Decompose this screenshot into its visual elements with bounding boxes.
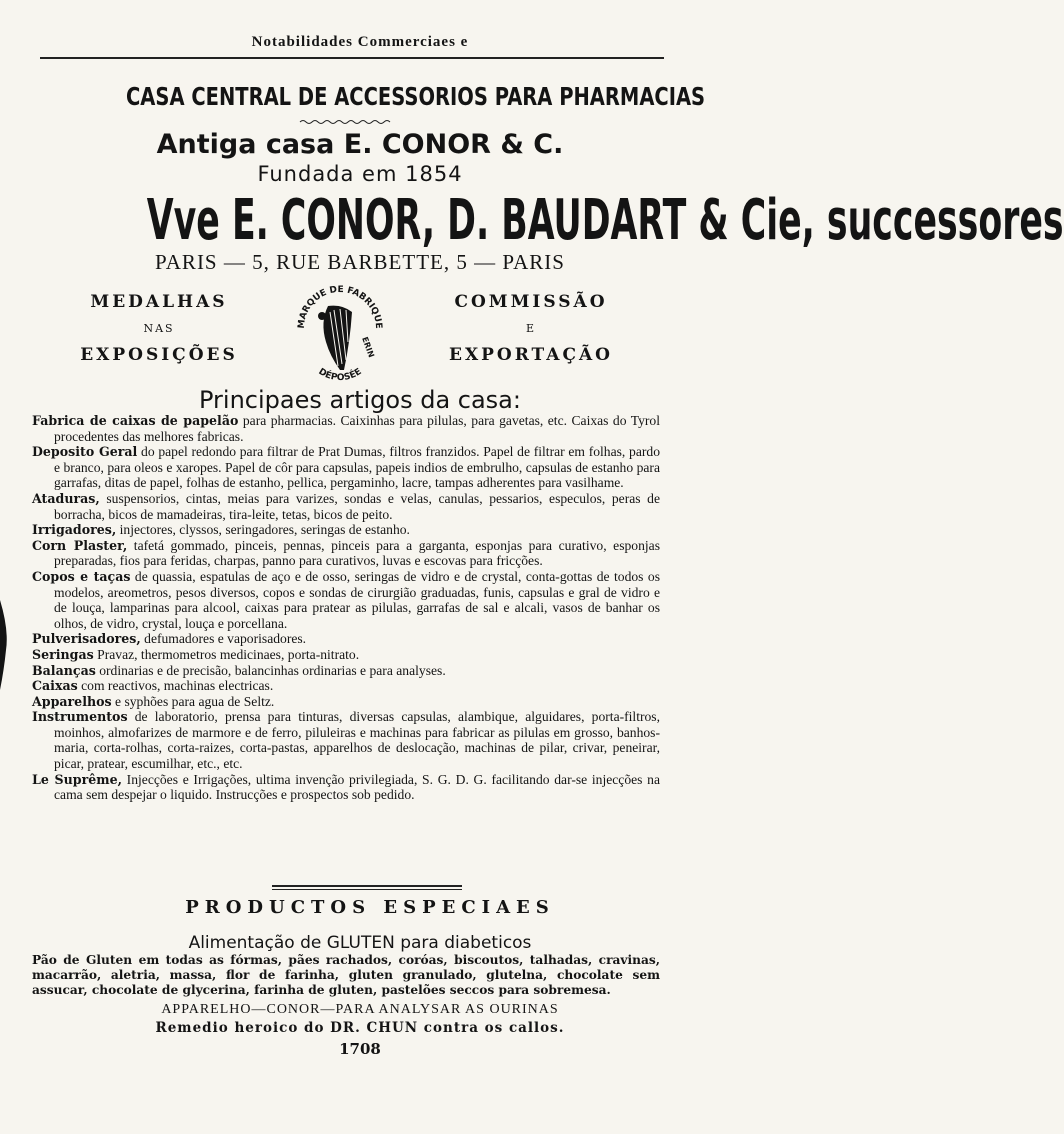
list-item: Deposito Geral do papel redondo para filtrar de Prat Dumas, filtros franzidos. Papel de filtrar em folhas, pardo e branco, para oleos e xaropes. Papel de côr para capsulas, papeis indios de embrulho, capsulas de estanho para garrafas, ditas de papel, folhas de estanho, pellica, pergaminho, lacre, tampas adherentes para vasilhame. <box>32 444 660 491</box>
list-item: Irrigadores, injectores, clyssos, seringadores, seringas de estanho. <box>32 522 410 538</box>
header-rule <box>40 57 664 59</box>
header-line-2: Antiga casa E. CONOR & C. <box>156 129 564 160</box>
list-item: Ataduras, suspensorios, cintas, meias para varizes, sondas e velas, canulas, pessarios, especulos, peras de borracha, bicos de mamadeiras, tira-leite, tetas, bicos de peito. <box>32 490 660 522</box>
list-item: Pulverisadores, defumadores e vaporisadores. <box>32 631 307 647</box>
harp-trademark-icon <box>290 282 390 390</box>
margin-ink-mark <box>0 600 10 690</box>
ornament-squiggle-1 <box>300 119 390 125</box>
divider-rule <box>272 885 462 887</box>
gluten-heading: Alimentação de GLUTEN para diabeticos <box>188 933 532 953</box>
list-item: Le Suprême, Injecções e Irrigações, ultima invenção privilegiada, S. G. D. G. facilitando dar-se injecções na cama sem despejar o liquido. Instrucções e prospectos sob pedido. <box>32 771 660 803</box>
commission-top: COMMISSÃO <box>454 292 608 312</box>
list-item: Caixas com reactivos, machinas electricas. <box>32 678 274 694</box>
articles-list <box>32 413 660 803</box>
commission-bottom: EXPORTAÇÃO <box>448 345 613 365</box>
list-item: Fabrica de caixas de papelão para pharmacias. Caixinhas para pilulas, para gavetas, etc. Caixas do Tyrol procedentes das melhores fabricas. <box>32 413 660 444</box>
medals-mid: NAS <box>143 322 175 335</box>
gluten-body: em todas as fórmas, pães rachados, coróas, biscoutos, talhadas, cravinas, macarrão, aletria, massa, flor de farinha, gluten granulado, glutelna, chocolate sem assucar, chocolate de glycerina, farinha de gluten, pastelões seccos para sobremesa. <box>32 953 660 997</box>
medals-block <box>44 292 274 365</box>
list-item: Copos e taças de quassia, espatulas de aço e de osso, seringas de vidro e de crystal, conta-gottas de todos os modelos, areometros, pesos diversos, copos e sondas de cirurgião graduadas, funis, capsulas e gral de vidro e de louça, lamparinas para alcool, caixas para pratear as pilulas, garrafas de sal e alcali, vasos de banhar os olhos, de vidro, crystal, louça e porcellana. <box>32 568 660 631</box>
apparelho-line: APPARELHO—CONOR—PARA ANALYSAR AS OURINAS <box>161 1002 559 1017</box>
header-line-4: Vve E. CONOR, D. BAUDART & Cie, successores <box>146 188 1064 253</box>
list-item: Instrumentos de laboratorio, prensa para tinturas, diversas capsulas, alambique, alguidares, porta-filtros, moinhos, almofarizes de marmore e de ferro, piluleiras e machinas para fabricar as pilulas em grosso, banhos-maria, corta-rolhas, corta-raizes, corta-pastas, apparelhos de deslocação, machinas de pilar, crivar, peneirar, picar, pratear, escumilhar, etc., etc. <box>32 709 660 772</box>
running-head: Notabilidades Commerciaes e <box>251 34 469 50</box>
commission-mid: E <box>525 322 537 335</box>
medals-bottom: EXPOSIÇÕES <box>80 345 238 365</box>
section-title: Principaes artigos da casa: <box>199 386 521 414</box>
emblem-arc-bottom: DÉPOSÉE <box>316 366 364 384</box>
list-item: Balanças ordinarias e de precisão, balancinhas ordinarias e para analyses. <box>32 662 446 678</box>
emblem-arc-top: MARQUE DE FABRIQUE <box>296 284 384 330</box>
header-address: PARIS — 5, RUE BARBETTE, 5 — PARIS <box>155 250 565 274</box>
commission-block <box>416 292 646 365</box>
page-number: 1708 <box>339 1040 381 1058</box>
gluten-term: Pão de Gluten <box>32 953 133 967</box>
remedio-line: Remedio heroico do DR. CHUN contra os callos. <box>155 1020 565 1036</box>
gluten-paragraph <box>32 953 660 998</box>
header-line-3: Fundada em 1854 <box>257 162 463 186</box>
list-item: Corn Plaster, tafetá gommado, pinceis, pennas, pinceis para a garganta, esponjas para curativo, esponjas preparadas, fios para feridas, charpas, panno para curativos, luvas e escovas para fricções. <box>32 537 660 569</box>
list-item: Seringas Pravaz, thermometros medicinaes, porta-nitrato. <box>32 646 360 662</box>
list-item: Apparelhos e syphões para agua de Seltz. <box>32 693 275 709</box>
emblem-side-text: ERIN <box>360 335 376 359</box>
divider-rule-thin <box>272 889 462 890</box>
header-line-1: CASA CENTRAL DE ACCESSORIOS PARA PHARMACIAS <box>126 82 706 111</box>
products-title: PRODUCTOS ESPECIAES <box>185 897 555 918</box>
medals-top: MEDALHAS <box>90 292 228 312</box>
